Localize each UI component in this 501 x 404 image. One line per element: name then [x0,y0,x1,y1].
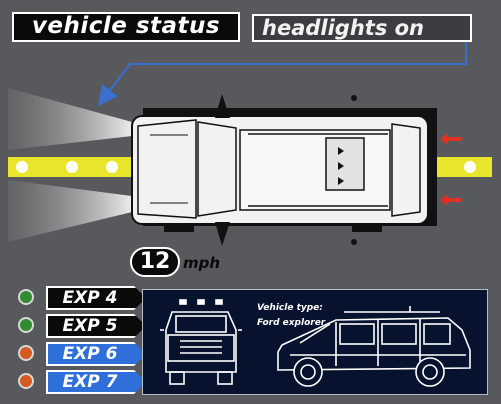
exp-item [18,286,138,310]
car-top-view [132,94,437,246]
page-title: vehicle status [31,13,221,39]
exp-item [18,314,138,338]
status-led [18,345,34,361]
exp-button-label: EXP 4 [62,288,118,308]
exp-item [18,370,138,394]
status-led [18,289,34,305]
headlight-beam-upper [8,88,132,150]
road-marker-dot [66,161,78,173]
exp-item [18,342,138,366]
exp-button-label: EXP 7 [62,372,118,392]
exp-button-label: EXP 6 [62,344,118,364]
speed-unit: mph [183,254,221,272]
vehicle-type-label: Vehicle type: [257,303,323,313]
status-led [18,373,34,389]
exp-button-label: EXP 5 [62,316,118,336]
road-marker-dot [464,161,476,173]
road-marker-dot [16,161,28,173]
headlight-beam-lower [8,180,132,242]
status-led [18,317,34,333]
speed-value: 12 [139,249,171,274]
road-marker-dot [106,161,118,173]
headlights-status-text: headlights on [262,16,425,40]
vehicle-type-value: Ford explorer [257,318,326,328]
